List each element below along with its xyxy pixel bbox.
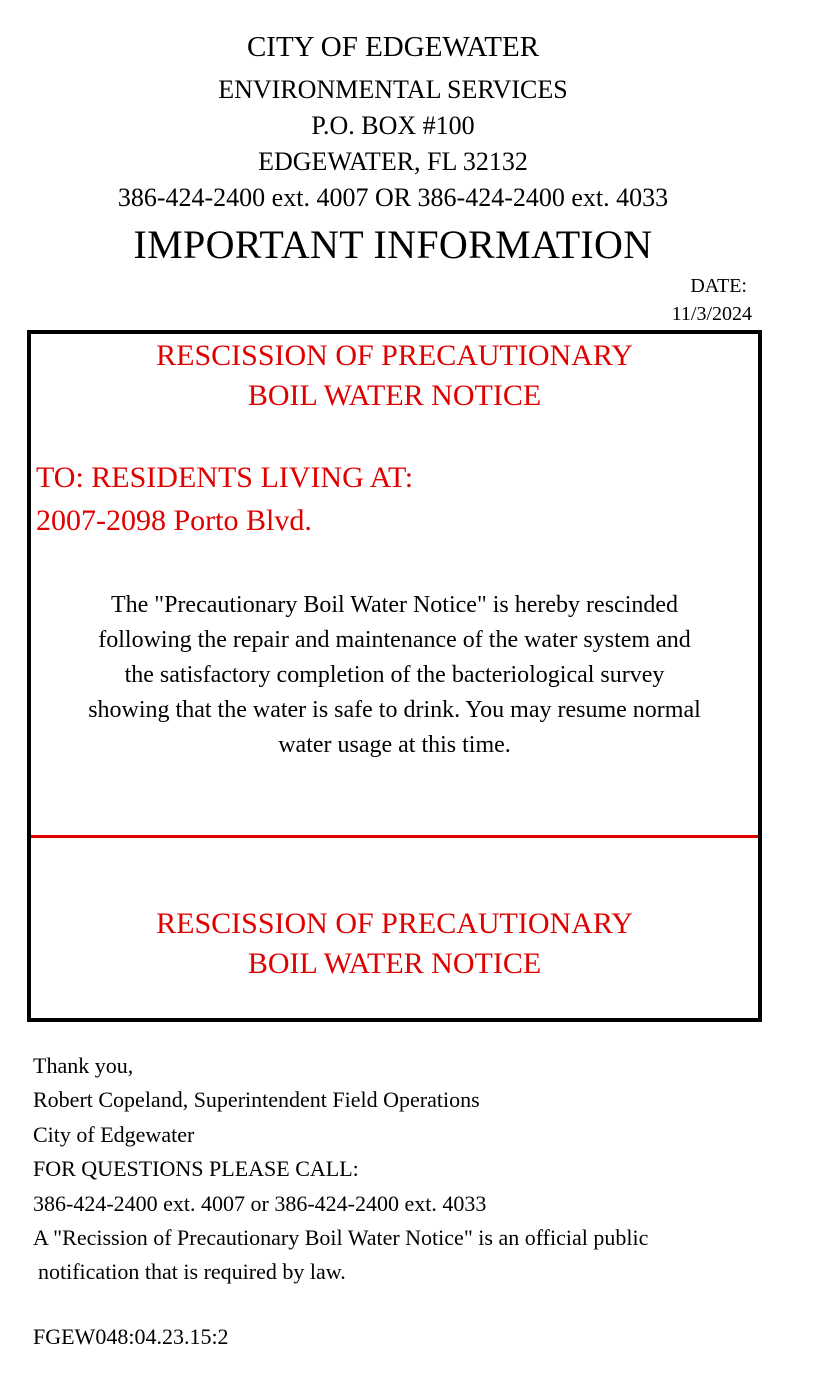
questions-label: FOR QUESTIONS PLEASE CALL: — [33, 1156, 359, 1182]
footer-phones: 386-424-2400 ext. 4007 or 386-424-2400 ext. 4033 — [33, 1190, 487, 1216]
notice-body-line: showing that the water is safe to drink. You may resume normal — [88, 697, 701, 723]
thank-you: Thank you, — [33, 1053, 134, 1078]
notice-body-line: the satisfactory completion of the bacteriological survey — [124, 662, 665, 688]
notice-title-line1: RESCISSION OF PRECAUTIONARY — [156, 339, 633, 372]
notice-body-line: The "Precautionary Boil Water Notice" is hereby rescinded — [110, 592, 679, 618]
date-value: 11/3/2024 — [671, 303, 752, 325]
date-label: DATE: — [690, 275, 747, 297]
department-name: ENVIRONMENTAL SERVICES — [218, 75, 568, 104]
notice-title — [31, 336, 758, 416]
signer-name: Robert Copeland, Superintendent Field Operations — [33, 1087, 480, 1113]
red-divider — [31, 835, 758, 838]
legal-notice-line1: A "Recission of Precautionary Boil Water Notice" is an official public — [33, 1225, 649, 1251]
city-address: EDGEWATER, FL 32132 — [258, 147, 528, 176]
po-box: P.O. BOX #100 — [311, 111, 475, 140]
recipients-address: 2007-2098 Porto Blvd. — [36, 504, 312, 537]
footer-signature-block — [33, 1049, 648, 1290]
city-name: CITY OF EDGEWATER — [246, 31, 540, 63]
signer-organization: City of Edgewater — [33, 1121, 195, 1147]
important-information-heading: IMPORTANT INFORMATION — [133, 222, 653, 267]
notice-bottom-title-line2: BOIL WATER NOTICE — [247, 947, 542, 980]
notice-title-line2: BOIL WATER NOTICE — [247, 379, 542, 412]
recipients-line: TO: RESIDENTS LIVING AT: — [36, 461, 414, 494]
form-code: FGEW048:04.23.15:2 — [33, 1324, 229, 1349]
notice-body-line: water usage at this time. — [278, 732, 511, 758]
notice-box — [27, 330, 762, 1022]
legal-notice-line2: notification that is required by law. — [38, 1259, 346, 1285]
notice-body-line: following the repair and maintenance of the water system and — [98, 627, 691, 653]
header-phones: 386-424-2400 ext. 4007 OR 386-424-2400 ext. 4033 — [117, 183, 669, 212]
notice-body — [31, 588, 758, 763]
notice-bottom-title — [31, 904, 758, 984]
notice-bottom-title-line1: RESCISSION OF PRECAUTIONARY — [156, 907, 633, 940]
